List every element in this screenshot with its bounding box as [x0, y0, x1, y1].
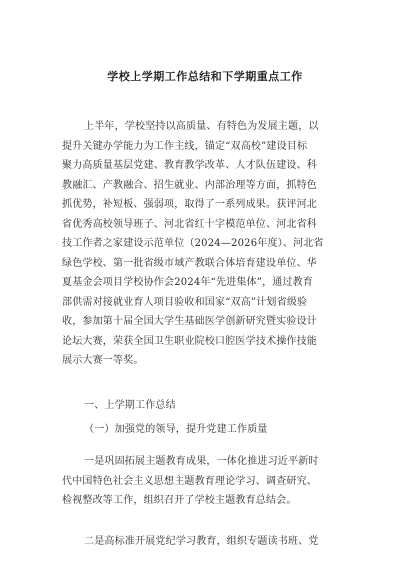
paragraph-1	[62, 452, 360, 511]
intro-line: 技工作者之家建设示范单位（2024—2026年度）、河北省	[62, 238, 324, 249]
paragraph-line: 二是高标准开展党纪学习教育，组织专题读书班、党	[84, 536, 319, 547]
intro-line: 夏基金会项目学校协作会2024年“先进集体”，通过教育	[62, 277, 314, 288]
intro-line: 收，参加第十届全国大学生基础医学创新研究暨实验设计	[62, 316, 317, 327]
subsection-1	[62, 420, 360, 440]
paragraph-line: 检视整改等工作，组织召开了学校主题教育总结会。	[62, 495, 297, 506]
intro-line: 省优秀高校领导班子、河北省红十字模范单位、河北省科	[62, 218, 317, 230]
paragraph-line: 代中国特色社会主义思想主题教育理论学习、调查研究、	[62, 475, 317, 487]
section-heading: 一、上学期工作总结	[84, 400, 176, 411]
paragraph-line: 一是巩固拓展主题教育成果，一体化推进习近平新时	[84, 456, 319, 467]
intro-line: 教融汇、产教融合、招生就业、内部治理等方面，抓特色	[62, 179, 317, 191]
intro-line: 论坛大赛，荣获全国卫生职业院校口腔医学技术操作技能	[62, 335, 317, 347]
intro-line: 绿色学校、第一批省级市域产教联合体培育建设单位、华	[62, 257, 317, 269]
document-title: 学校上学期工作总结和下学期重点工作	[107, 70, 303, 83]
intro-line: 展示大赛一等奖。	[62, 355, 144, 366]
intro-line: 聚力高质量基层党建、教育教学改革、人才队伍建设、科	[62, 160, 317, 171]
intro-line: 抓优势，补短板、强弱项，取得了一系列成果。获评河北	[62, 199, 317, 210]
section-1	[62, 396, 360, 416]
intro-line: 上半年，学校坚持以高质量、有特色为发展主题，以	[84, 121, 319, 132]
subsection-heading: （一）加强党的领导，提升党建工作质量	[84, 424, 268, 435]
paragraph-2	[62, 532, 360, 552]
intro-line: 部供需对接就业育人项目验收和国家“双高”计划省级验	[62, 296, 308, 308]
intro-line: 提升关键办学能力为工作主线，锚定“双高校”建设目标	[62, 140, 308, 152]
intro-paragraph	[62, 117, 360, 371]
